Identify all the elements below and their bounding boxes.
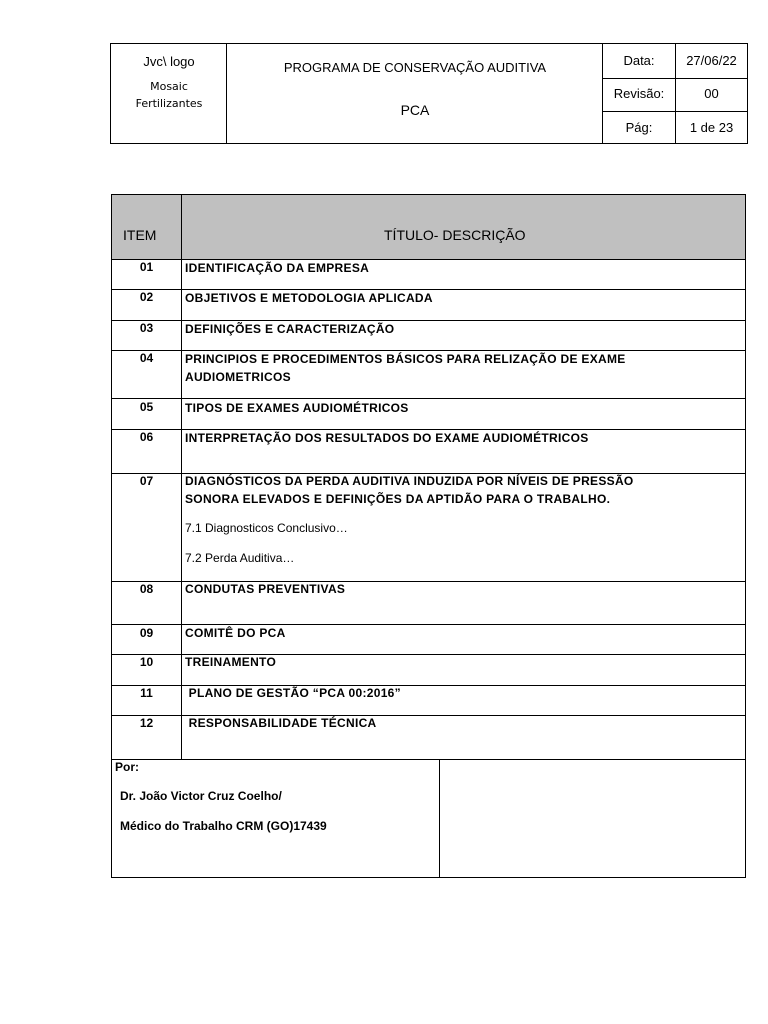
item-number: 04 bbox=[139, 351, 154, 365]
index-table bbox=[111, 194, 746, 878]
document-code: PCA bbox=[400, 102, 430, 118]
item-title-continued: SONORA ELEVADOS E DEFINIÇÕES DA APTIDÃO PARA O TRABALHO. bbox=[185, 492, 611, 506]
item-title: TIPOS DE EXAMES AUDIOMÉTRICOS bbox=[185, 401, 409, 415]
subitem: 7.1 Diagnosticos Conclusivo… bbox=[185, 521, 348, 535]
subitem: 7.2 Perda Auditiva… bbox=[185, 551, 295, 565]
item-number: 03 bbox=[139, 321, 154, 335]
item-number: 09 bbox=[139, 626, 154, 640]
item-number: 01 bbox=[139, 260, 154, 274]
author-name: Dr. João Victor Cruz Coelho/ bbox=[120, 789, 282, 803]
signature-area bbox=[440, 760, 745, 877]
item-number: 07 bbox=[139, 474, 154, 488]
column-divider bbox=[181, 195, 182, 759]
item-number: 08 bbox=[139, 582, 154, 596]
item-title: DIAGNÓSTICOS DA PERDA AUDITIVA INDUZIDA POR NÍVEIS DE PRESSÃO bbox=[185, 474, 634, 488]
company-name-line1: Mosaic bbox=[150, 80, 188, 93]
item-title: IDENTIFICAÇÃO DA EMPRESA bbox=[185, 261, 370, 275]
item-number: 05 bbox=[139, 400, 154, 414]
item-title-continued: AUDIOMETRICOS bbox=[185, 370, 291, 384]
item-title: COMITÊ DO PCA bbox=[185, 626, 286, 640]
date-label: Data: bbox=[623, 53, 655, 68]
item-title: PLANO DE GESTÃO “PCA 00:2016” bbox=[185, 686, 401, 700]
date-value: 27/06/22 bbox=[686, 53, 737, 68]
item-number: 11 bbox=[140, 686, 153, 700]
item-title: RESPONSABILIDADE TÉCNICA bbox=[185, 716, 377, 730]
item-number: 10 bbox=[139, 655, 154, 669]
page-value: 1 de 23 bbox=[689, 120, 734, 135]
company-name-line2: Fertilizantes bbox=[135, 97, 203, 110]
item-title: INTERPRETAÇÃO DOS RESULTADOS DO EXAME AUDIOMÉTRICOS bbox=[185, 431, 589, 445]
item-number: 02 bbox=[139, 290, 154, 304]
divider bbox=[602, 111, 747, 112]
column-header-item: ITEM bbox=[123, 227, 157, 243]
item-number: 12 bbox=[139, 716, 154, 730]
company-logo-text bbox=[111, 78, 227, 112]
divider bbox=[602, 78, 747, 79]
document-header bbox=[110, 43, 748, 144]
document-title: PROGRAMA DE CONSERVAÇÃO AUDITIVA bbox=[283, 60, 547, 75]
column-header-title: TÍTULO- DESCRIÇÃO bbox=[384, 227, 526, 243]
item-title: TREINAMENTO bbox=[185, 655, 277, 669]
author-role: Médico do Trabalho CRM (GO)17439 bbox=[120, 819, 327, 833]
divider bbox=[226, 44, 227, 143]
author-label: Por: bbox=[115, 760, 139, 774]
revision-value: 00 bbox=[704, 86, 719, 101]
item-title: PRINCIPIOS E PROCEDIMENTOS BÁSICOS PARA RELIZAÇÃO DE EXAME bbox=[185, 352, 626, 366]
item-title: DEFINIÇÕES E CARACTERIZAÇÃO bbox=[185, 322, 395, 336]
page-label: Pág: bbox=[625, 120, 653, 135]
logo-placeholder: Jvc\ logo bbox=[143, 54, 195, 69]
item-title: OBJETIVOS E METODOLOGIA APLICADA bbox=[185, 291, 433, 305]
item-title: CONDUTAS PREVENTIVAS bbox=[185, 582, 346, 596]
item-number: 06 bbox=[139, 430, 154, 444]
revision-label: Revisão: bbox=[613, 86, 665, 101]
